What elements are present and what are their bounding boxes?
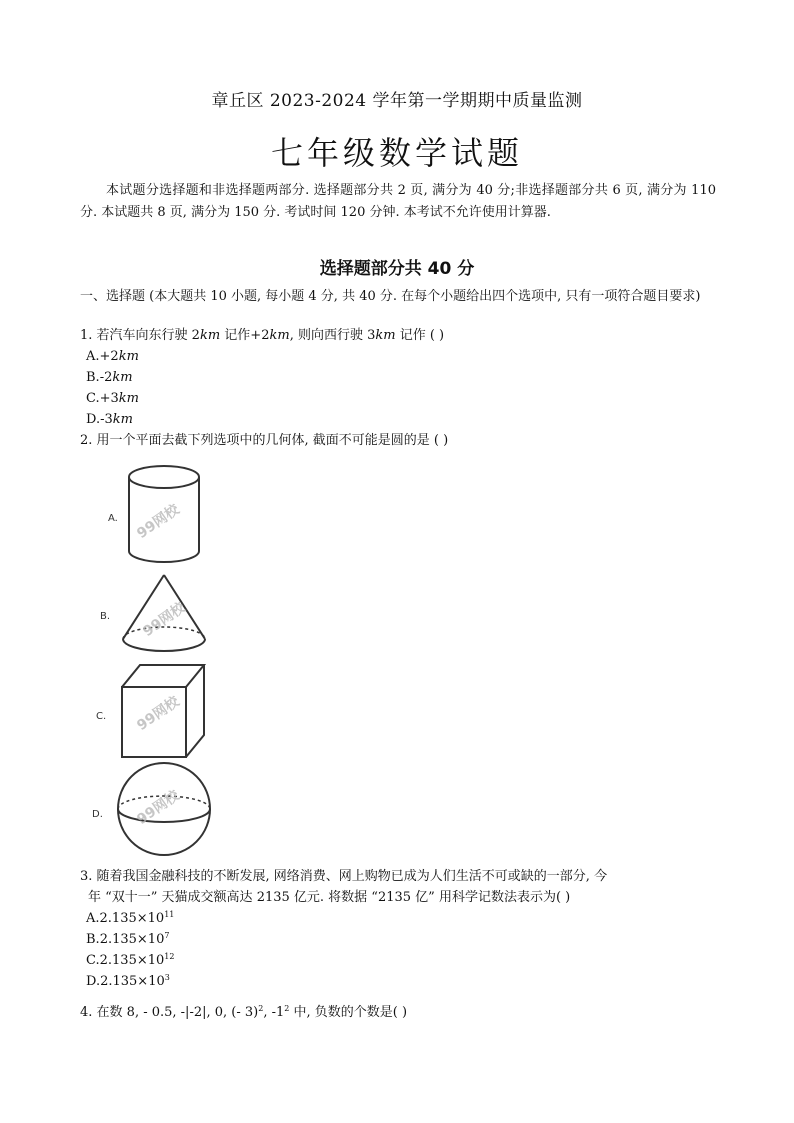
question-1-stem: 1. 若汽车向东行驶 2km 记作+2km, 则向西行驶 3km 记作 ( )	[80, 328, 445, 343]
question-2-stem: 2. 用一个平面去截下列选项中的几何体, 截面不可能是圆的是 ( )	[80, 433, 449, 448]
watermark: 99网校	[134, 501, 183, 542]
question-3-stem-line2: 年 “双十一” 天猫成交额高达 2135 亿元. 将数据 “2135 亿” 用科学记数法表示为( )	[88, 890, 571, 905]
question-3-option-c: $C.2.135\times 10^{12}$	[86, 952, 175, 968]
watermark: 99网校	[134, 787, 183, 828]
figure-label-d: D.	[92, 809, 103, 820]
exam-title: 七年级数学试题	[270, 134, 523, 172]
exam-header: 章丘区 2023-2024 学年第一学期期中质量监测	[211, 91, 583, 111]
watermark: 99网校	[134, 693, 183, 734]
question-3-option-a: $A.2.135\times 10^{11}$	[86, 910, 175, 926]
figure-label-a: A.	[108, 513, 118, 524]
question-1-option-c: C.+3km	[86, 391, 140, 406]
part-one-instructions: 一、选择题 (本大题共 10 小题, 每小题 4 分, 共 40 分. 在每个小题给出四个选项中, 只有一项符合题目要求)	[80, 289, 701, 304]
question-3-option-d: $D.2.135\times 10^3$	[86, 973, 170, 989]
question-3-stem-line1: 3. 随着我国金融科技的不断发展, 网络消费、网上购物已成为人们生活不可或缺的一部分, 今	[80, 869, 608, 884]
question-1-option-d: D.-3km	[86, 412, 133, 427]
figure-label-c: C.	[96, 711, 107, 722]
question-1-option-b: B.-2km	[86, 370, 133, 385]
section-title: 选择题部分共 40 分	[319, 259, 475, 279]
figure-label-b: B.	[100, 611, 111, 622]
watermark: 99网校	[140, 599, 189, 640]
exam-intro: 本试题分选择题和非选择题两部分. 选择题部分共 2 页, 满分为 40 分;非选择题部分共 6 页, 满分为 110 分. 本试题共 8 页, 满分为 150 分. 考试时间 120 分钟. 本考试不允许使用计算器.	[80, 183, 716, 220]
question-3-option-b: $B.2.135\times 10^7$	[86, 931, 170, 947]
question-4-stem: 4. 在数 8, - 0.5, -|-2|, 0, (- 3)$^2$, $-1^2$ 中, 负数的个数是( )	[80, 1004, 408, 1020]
question-1-option-a: A.+2km	[86, 349, 139, 364]
question-2-figure	[92, 459, 220, 859]
